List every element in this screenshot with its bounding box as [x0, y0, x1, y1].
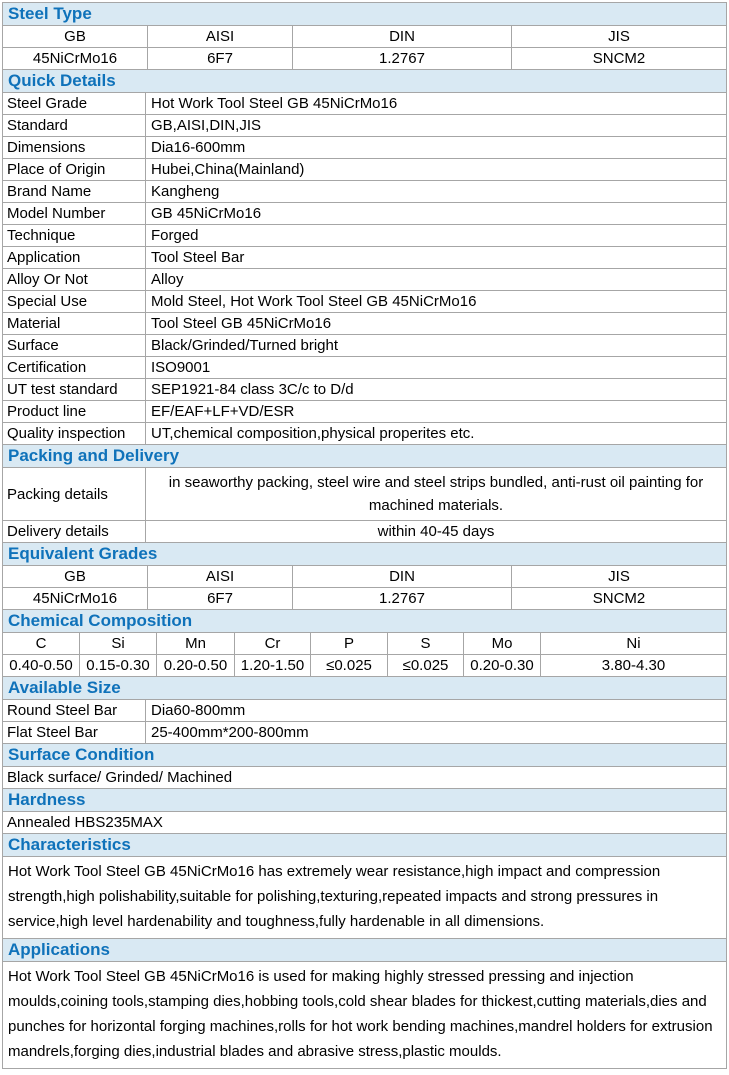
row-label: Steel Grade	[3, 93, 146, 114]
row-value: UT,chemical composition,physical properites etc.	[151, 425, 475, 442]
table-row	[3, 291, 726, 313]
row-value: Dia60-800mm	[151, 702, 246, 719]
row-label: Certification	[3, 357, 146, 378]
section-header-surface-condition: Surface Condition	[3, 744, 726, 767]
row-value: Black/Grinded/Turned bright	[151, 337, 339, 354]
element-col-header: C	[3, 633, 80, 654]
table-row	[3, 313, 726, 335]
section-header-steel-type: Steel Type	[3, 3, 726, 26]
table-row	[3, 335, 726, 357]
row-label: Packing details	[3, 468, 146, 520]
row-value: GB 45NiCrMo16	[151, 205, 262, 222]
row-label: Round Steel Bar	[3, 700, 146, 721]
section-header-hardness: Hardness	[3, 789, 726, 812]
row-value: Tool Steel Bar	[151, 249, 245, 266]
delivery-details-row	[3, 521, 726, 543]
row-value: EF/EAF+LF+VD/ESR	[151, 403, 295, 420]
grade-value: 1.2767	[293, 48, 512, 69]
element-value: ≤0.025	[311, 655, 388, 676]
row-label: Application	[3, 247, 146, 268]
element-value: 0.20-0.30	[464, 655, 541, 676]
element-col-header: Mo	[464, 633, 541, 654]
equivalent-grades-value-row	[3, 588, 726, 610]
element-col-header: Cr	[235, 633, 311, 654]
section-header-characteristics: Characteristics	[3, 834, 726, 857]
row-label: Quality inspection	[3, 423, 146, 444]
row-label: Brand Name	[3, 181, 146, 202]
row-label: Place of Origin	[3, 159, 146, 180]
row-label: Delivery details	[3, 521, 146, 542]
characteristics-text: Hot Work Tool Steel GB 45NiCrMo16 has extremely wear resistance,high impact and compression strength,high polishability,suitable for polishing,texturing,repeated impacts and strong pressures in service,high level hardenability and toughness,fully hardenable in all dimensions.	[3, 857, 726, 939]
row-value: SEP1921-84 class 3C/c to D/d	[151, 381, 354, 398]
row-label: UT test standard	[3, 379, 146, 400]
element-value: ≤0.025	[388, 655, 464, 676]
row-label: Product line	[3, 401, 146, 422]
row-value: Hubei,China(Mainland)	[151, 161, 305, 178]
element-value: 0.40-0.50	[3, 655, 80, 676]
grade-value: 1.2767	[293, 588, 512, 609]
row-value: Tool Steel GB 45NiCrMo16	[151, 315, 332, 332]
table-row	[3, 423, 726, 445]
element-col-header: Si	[80, 633, 157, 654]
element-col-header: Ni	[626, 635, 641, 652]
row-label: Model Number	[3, 203, 146, 224]
grade-col-header: GB	[3, 26, 148, 47]
row-value: Kangheng	[151, 183, 220, 200]
spec-sheet	[2, 2, 727, 1069]
row-value: Forged	[151, 227, 199, 244]
table-row	[3, 203, 726, 225]
row-label: Material	[3, 313, 146, 334]
table-row	[3, 247, 726, 269]
element-value: 1.20-1.50	[235, 655, 311, 676]
row-value: ISO9001	[151, 359, 211, 376]
element-col-header: S	[388, 633, 464, 654]
row-label: Alloy Or Not	[3, 269, 146, 290]
applications-text: Hot Work Tool Steel GB 45NiCrMo16 is used for making highly stressed pressing and injection moulds,coining tools,stamping dies,hobbing tools,cold shear blades for thickest,cutting materials,dies and punches for horizontal forging machines,rolls for hot work bending machines,mandrel holders for extrusion mandrels,forging dies,industrial blades and abrasive stress,plastic moulds.	[3, 962, 726, 1068]
row-label: Flat Steel Bar	[3, 722, 146, 743]
section-header-chemical-composition: Chemical Composition	[3, 610, 726, 633]
steel-type-header-row	[3, 26, 726, 48]
table-row	[3, 225, 726, 247]
section-header-equivalent-grades: Equivalent Grades	[3, 543, 726, 566]
row-label: Standard	[3, 115, 146, 136]
row-label: Special Use	[3, 291, 146, 312]
grade-value: SNCM2	[592, 50, 646, 67]
grade-col-header: AISI	[148, 26, 293, 47]
row-value: GB,AISI,DIN,JIS	[151, 117, 262, 134]
table-row	[3, 137, 726, 159]
row-value: 25-400mm*200-800mm	[151, 724, 309, 741]
row-value: Alloy	[151, 271, 184, 288]
row-value: Dia16-600mm	[151, 139, 246, 156]
equivalent-grades-header-row	[3, 566, 726, 588]
element-col-header: P	[311, 633, 388, 654]
section-header-packing-delivery: Packing and Delivery	[3, 445, 726, 468]
hardness-text: Annealed HBS235MAX	[3, 812, 726, 834]
packing-details-row	[3, 468, 726, 521]
surface-condition-text: Black surface/ Grinded/ Machined	[3, 767, 726, 789]
grade-value: SNCM2	[592, 590, 646, 607]
steel-type-value-row	[3, 48, 726, 70]
row-value: Mold Steel, Hot Work Tool Steel GB 45NiCrMo16	[151, 293, 477, 310]
chemical-value-row	[3, 655, 726, 677]
grade-col-header: GB	[3, 566, 148, 587]
element-value: 3.80-4.30	[601, 657, 666, 674]
section-header-applications: Applications	[3, 939, 726, 962]
grade-value: 6F7	[148, 48, 293, 69]
section-header-quick-details: Quick Details	[3, 70, 726, 93]
element-value: 0.20-0.50	[157, 655, 235, 676]
grade-col-header: AISI	[148, 566, 293, 587]
row-value: within 40-45 days	[377, 523, 495, 540]
grade-col-header: DIN	[293, 26, 512, 47]
table-row	[3, 722, 726, 744]
grade-value: 45NiCrMo16	[3, 48, 148, 69]
table-row	[3, 269, 726, 291]
row-value: in seaworthy packing, steel wire and steel strips bundled, anti-rust oil painting for machined materials.	[168, 474, 704, 514]
row-label: Technique	[3, 225, 146, 246]
table-row	[3, 401, 726, 423]
table-row	[3, 700, 726, 722]
table-row	[3, 93, 726, 115]
row-value: Hot Work Tool Steel GB 45NiCrMo16	[151, 95, 398, 112]
chemical-header-row	[3, 633, 726, 655]
grade-col-header: DIN	[293, 566, 512, 587]
grade-value: 6F7	[148, 588, 293, 609]
grade-col-header: JIS	[608, 28, 630, 45]
grade-value: 45NiCrMo16	[3, 588, 148, 609]
table-row	[3, 357, 726, 379]
element-col-header: Mn	[157, 633, 235, 654]
table-row	[3, 115, 726, 137]
element-value: 0.15-0.30	[80, 655, 157, 676]
table-row	[3, 379, 726, 401]
table-row	[3, 181, 726, 203]
row-label: Surface	[3, 335, 146, 356]
table-row	[3, 159, 726, 181]
row-label: Dimensions	[3, 137, 146, 158]
grade-col-header: JIS	[608, 568, 630, 585]
section-header-available-size: Available Size	[3, 677, 726, 700]
